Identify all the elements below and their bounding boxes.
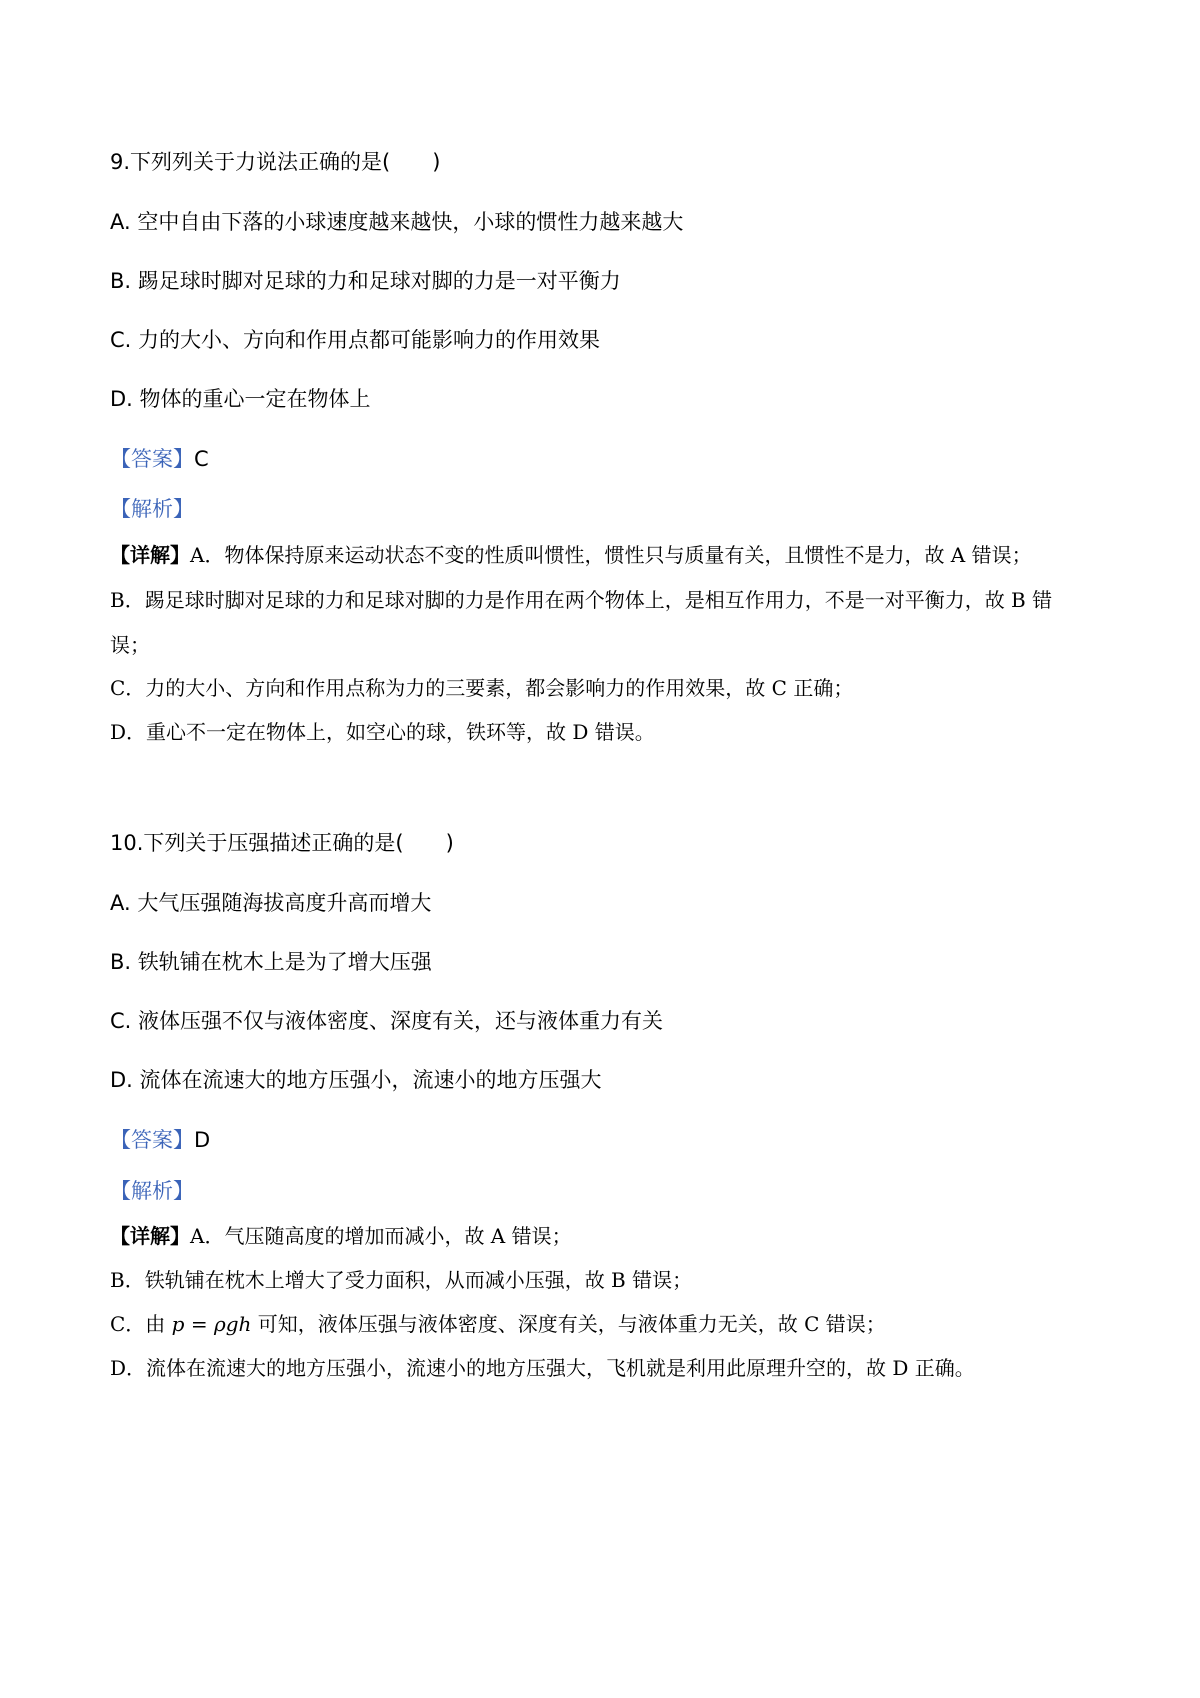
question-10-detail-line-1 [110,1226,572,1246]
question-9-option-c: C. 力的大小、方向和作用点都可能影响力的作用效果 [110,328,601,352]
detail-text: A．气压随高度的增加而减小，故 A 错误； [190,1224,572,1248]
answer-value: C [194,447,209,471]
question-9-detail-line-5: D．重心不一定在物体上，如空心的球，铁环等，故 D 错误。 [110,720,655,744]
question-9-title: 9.下列列关于力说法正确的是( ) [110,150,441,174]
question-9-option-d: D. 物体的重心一定在物体上 [110,387,371,411]
detail-tag: 【详解】 [110,1224,190,1248]
question-9-detail-line-1 [110,545,1032,565]
question-10-option-b: B. 铁轨铺在枕木上是为了增大压强 [110,950,432,974]
question-9-analysis-tag: 【解析】 [110,497,194,521]
question-9-answer [110,449,209,470]
question-10-title: 10.下列关于压强描述正确的是( ) [110,831,454,855]
question-9-detail-line-3: 误； [110,633,150,657]
detail-text: C．由 [110,1312,166,1336]
detail-text: A．物体保持原来运动状态不变的性质叫惯性，惯性只与质量有关，且惯性不是力，故 A 错误； [190,543,1032,567]
pressure-formula: p = ρgh [171,1312,252,1336]
detail-tag: 【详解】 [110,543,190,567]
question-10-option-a: A. 大气压强随海拔高度升高而增大 [110,891,432,915]
question-10-analysis-tag: 【解析】 [110,1179,194,1203]
question-9-option-a: A. 空中自由下落的小球速度越来越快，小球的惯性力越来越大 [110,210,684,234]
question-9-option-b: B. 踢足球时脚对足球的力和足球对脚的力是一对平衡力 [110,269,621,293]
question-10-detail-line-4: D．流体在流速大的地方压强小，流速小的地方压强大，飞机就是利用此原理升空的，故 D 正确。 [110,1356,975,1380]
question-9-detail-line-4: C．力的大小、方向和作用点称为力的三要素，都会影响力的作用效果，故 C 正确； [110,676,854,700]
question-10-option-c: C. 液体压强不仅与液体密度、深度有关，还与液体重力有关 [110,1009,664,1033]
answer-tag: 【答案】 [110,447,194,471]
question-10-answer [110,1130,210,1151]
question-9-detail-line-2: B．踢足球时脚对足球的力和足球对脚的力是作用在两个物体上，是相互作用力，不是一对平衡力，故 B 错 [110,588,1053,612]
answer-tag: 【答案】 [110,1128,194,1152]
detail-text-suffix: 可知，液体压强与液体密度、深度有关，与液体重力无关，故 C 错误； [257,1312,886,1336]
question-10-detail-line-3 [110,1314,886,1334]
question-10-detail-line-2: B．铁轨铺在枕木上增大了受力面积，从而减小压强，故 B 错误； [110,1268,693,1292]
question-10-option-d: D. 流体在流速大的地方压强小，流速小的地方压强大 [110,1068,602,1092]
answer-value: D [194,1128,211,1152]
